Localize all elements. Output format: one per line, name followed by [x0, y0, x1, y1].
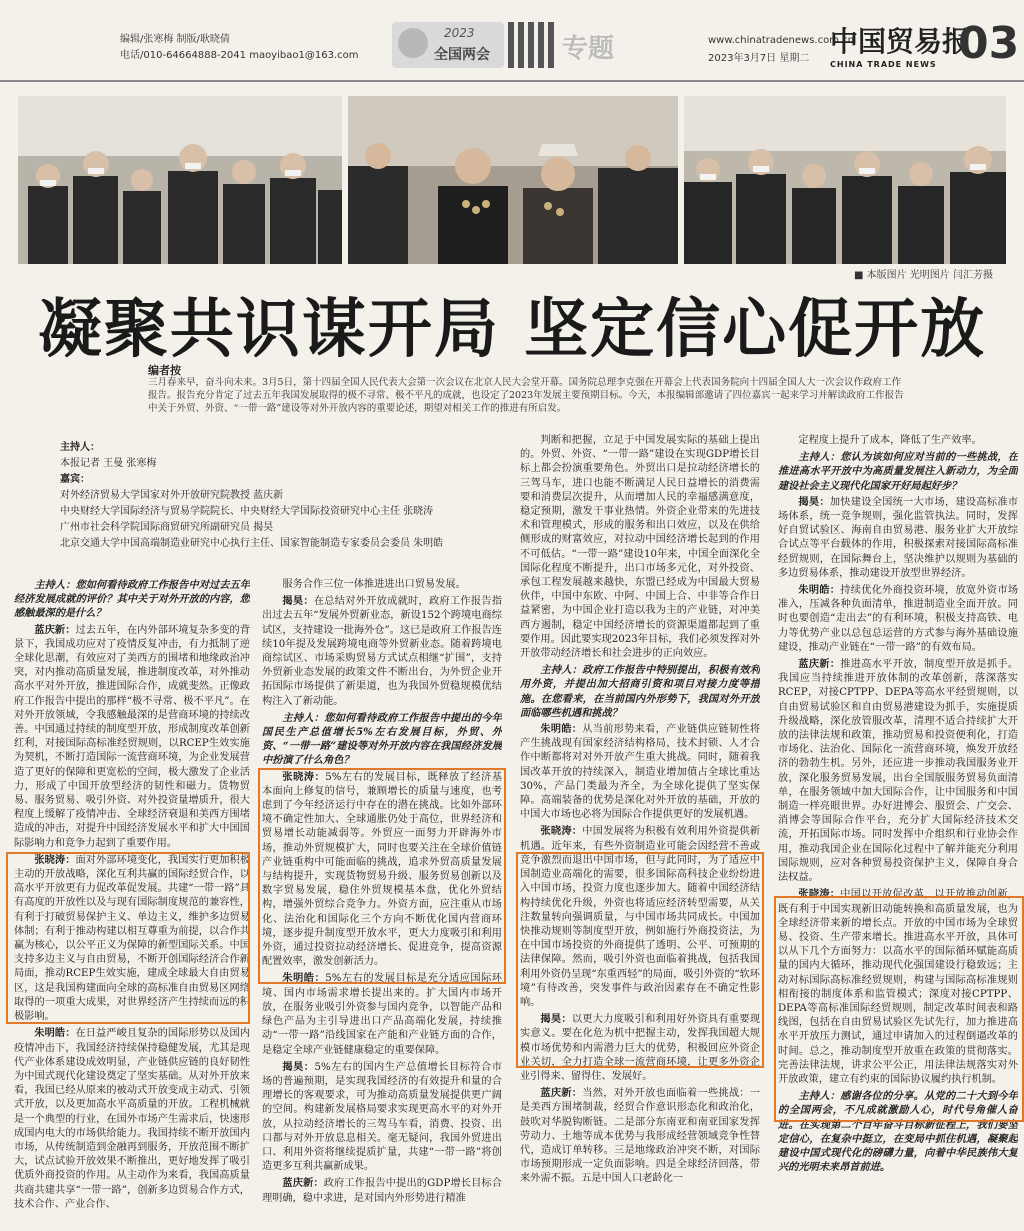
- answer-text: 当然，对外开放也面临着一些挑战：一是美西方围堵制裁，经贸合作意识形态化和政治化，鼓吹对华脱钩断链。二是部分东南亚和南亚国家发挥劳动力、土地等成本优势与我形成经营领域竞争性替代，造成订单转移。三是地缘政治冲突不断，对国际市场预期形成一定负面影响。四是全球经济回落，带来外需不振。五是中国人口老龄化一: [520, 1088, 760, 1185]
- answer-text: 5%左右的国内生产总值增长目标符合市场的普遍预期，是实现我国经济的有效提升和量的合理增长的客观要求，可为推动高质量发展提供更广阔的空间。构建新发展格局要求实现更高水平的对外开放，从拉动经济增长的三驾马车看，消费、投资、出口都与对外开放息息相关。毫无疑问，我国外贸进出口、利用外资将继续提质扩量，共建“一带一路”将创造更多互利共赢新成果。: [262, 1061, 502, 1173]
- guest-3: 广州市社会科学院国际商贸研究所副研究员 揭昊: [60, 522, 274, 533]
- photo-credit: ■ 本版图片 光明图片 闫汇芳摄: [854, 270, 993, 281]
- editor-note-text: 三月春来早，奋斗向未来。3月5日，第十四届全国人民代表大会第一次会议在北京人民大会堂开幕。国务院总理李克强在开幕会上代表国务院向十四届全国人大一次会议作政府工作报告。报告充分肯定了过去五年我国发展取得的极不寻常、极不平凡的成就，也设定了2023年发展主要预期目标。今天，本报编辑部邀请了四位嘉宾一起来学习并解读政府工作报告中关于外贸、外资、“一带一路”建设等对外开放内容的重要论述，期望对相关工作的推进有所启发。: [148, 377, 904, 414]
- guest-answer: [520, 722, 760, 822]
- article-column-1: [14, 578, 250, 1228]
- answer-text: 面对外部环境变化，我国实行更加积极主动的开放战略，深化互利共赢的国际经贸合作，以高水平开放更有力促改革促发展。共建“一带一路”具有高度的开放性以及与现有国际制度规范的兼容性，有利于打破贸易保护主义、单边主义，维护多边贸易体制；有利于推动构建以相互尊重为前提，以合作共赢为核心，以公平正义为保障的新型国际关系。中国支持多边主义与自由贸易，不断开创国际经济合作新局面，推动RCEP生效实施，建成全球最大自由贸易区，这是我国构建面向全球的高标准自由贸易区网络取得的一项重大成果，对世界经济产生持续而远的积极影响。: [14, 854, 250, 1023]
- speaker-name: 蓝庆新：: [282, 1177, 324, 1190]
- host-names: 本报记者 王曼 张寒梅: [60, 458, 157, 469]
- guest-answer: [520, 1086, 760, 1186]
- guest-answer: [262, 1060, 502, 1175]
- guest-answer: [520, 824, 760, 1010]
- photo-delegates-left: [18, 96, 342, 264]
- host-question: 主持人：感谢各位的分享。从党的二十大到今年的全国两会，不凡成就激励人心，时代号角催人奋进。在实现第二个百年奋斗目标新征程上，我们要坚定信心，在复杂中挺立，在变局中抓住机遇，凝聚起建设中国式现代化的磅礴力量，向着中华民族伟大复兴的光明未来昂首前进。: [778, 1090, 1018, 1174]
- answer-text: 定程度上提升了成本，降低了生产效率。: [798, 435, 982, 446]
- guest-1: 对外经济贸易大学国家对外开放研究院教授 蓝庆新: [60, 490, 284, 501]
- speaker-name: 朱明皓：: [282, 972, 326, 985]
- national-emblem-icon: [398, 28, 428, 58]
- speaker-name: 蓝庆新：: [540, 1087, 583, 1100]
- speaker-name: 张晓涛：: [798, 888, 841, 901]
- article-column-4: [778, 434, 1018, 1228]
- answer-text: 中国发展将为积极有效利用外资提供新机遇。近年来，有些外资制造业可能会因经营不善或竞争激烈而退出中国市场，但与此同时，为了适应中国制造业高端化的需要，很多国际高科技企业纷纷进入中国市场，投资力度也逐步加大。随着中国经济结构持续优化升级，外资也将适应经济转型需要，从关注数量转向强调质量，与中国市场共同成长。中国加快推动规则等制度型开放，例如施行外商投资法，为在中国市场投资的外商提供了透明、公平、可预期的法律保障。然而，吸引外资也面临着挑战，包括我国利用外资仍呈现“东重西轻”的局面，吸引外资的“软环境”有待改善，突发事件与政治因素存在不确定性影响。: [520, 826, 760, 1008]
- speaker-name: 揭昊：: [798, 495, 830, 508]
- contact-line: 电话/010-64664888-2041 maoyibao1@163.com: [120, 50, 359, 61]
- newspaper-brand: [830, 20, 970, 69]
- guest-answer: [778, 583, 1018, 655]
- decorative-bars: [508, 22, 556, 68]
- answer-text: 中国以开放促改革，以开放推动创新，既有利于中国实现新旧动能转换和高质量发展，也为全球经济带来新的增长点。开放的中国市场为全球贸易、投资、生产带来增长。推进高水平开放，具体可以从下几个方面努力：以高水平的国际循环赋能高质量的国内大循环，推动现代化强国建设行稳致远；主动对标国际高标准经贸规则，构建与国际高标准规则相衔接的制度体系和监管模式；深度对接CPTPP、DEPA等高标准国际经贸规则，制定改革时间表和路线图，包括在自由贸易试验区先试先行，加力推进高水平开放压力测试，通过申请加入的过程倒逼改革的时间。总之，推动制度型开放重在政策的贯彻落实。完善法律法规，讲求公平公正，用法律法规落实对外开放政策，建立有约束的国际协议履约执行机制。: [778, 889, 1018, 1085]
- guest-answer: [14, 1026, 250, 1212]
- answer-text: 从当前形势来看，产业链供应链韧性将产生挑战现有国家经济结构格局，技术封锁、人才合作中断都将对对外开放产生重大挑战。同时，随着我国改革开放的持续深入，制造业增加值占全球比重达30%，产品门类最为齐全，为全球化提供了坚实保障。高端装备的优势是深化对外开放的基础，开放的中国大市场也必将为国际合作提供更好的发展机遇。: [520, 724, 760, 821]
- answer-text: 服务合作三位一体推进进出口贸易发展。: [282, 579, 466, 590]
- photo-delegates-center: [348, 96, 678, 264]
- guest-answer: [262, 594, 502, 709]
- section-title: 专题: [562, 34, 615, 64]
- editor-note-label: 编者按: [148, 364, 181, 377]
- guest-2: 中央财经大学国际经济与贸易学院院长、中央财经大学国际投资研究中心主任 张晓涛: [60, 506, 434, 517]
- guest-answer: [14, 853, 250, 1024]
- hosts-guests: [60, 440, 510, 552]
- host-question: 主持人：政府工作报告中特别提出，积极有效利用外资，并提出加大招商引资和项目对接力度等措施。在您看来，在当前国内外形势下，我国对外开放面临哪些机遇和挑战？: [520, 664, 760, 719]
- two-sessions-logo: [392, 22, 504, 68]
- answer-text: 加快建设全国统一大市场，建设高标准市场体系，统一竞争规则，强化监管执法。同时，发挥好自贸试验区、海南自由贸易港、服务业扩大开放综合试点等平台载体的作用，积极探索对接国际高标准经贸规则，在国际舞台上，坚决维护以规则为基础的多边贸易体系，推动建设开放型世界经济。: [778, 496, 1018, 579]
- speaker-name: 张晓涛：: [34, 853, 76, 866]
- website-url: www.chinatradenews.com.cn: [708, 35, 854, 46]
- host-label: 主持人：: [60, 442, 100, 453]
- speaker-name: 朱明皓：: [540, 723, 583, 736]
- answer-text: 5%左右的发展目标，既释放了经济基本面向上修复的信号，兼顾增长的质量与速度，也考虑到了今年经济运行中存在的潜在挑战。比如外部环境不确定性加大、全球通胀仍处于高位，世界经济和贸易增长动能减弱等。外贸应一面努力开辟海外市场，推动外贸规模扩大，同时也要关注在全球价值链产业链重构中可能面临的挑战，追求外贸高质量发展与结构提升，实现货物贸易升级、服务贸易创新以及数字贸易发展，稳住外贸规模基本盘，优化外贸结构，增强外贸综合竞争力。外资方面，应注重从市场化、法治化和国际化三个方向不断优化国内营商环境，逐步提升制度型开放水平，更大力度吸引和利用外资，通过投资拉动经济增长、促进竞争，提高资源配置效率，激发创新活力。: [262, 771, 502, 968]
- guest-answer: [778, 657, 1018, 885]
- answer-text: 在日益严峻且复杂的国际形势以及国内疫情冲击下，我国经济持续保持稳健发展，尤其是现代产业体系建设成效明显，产业链供应链的良好韧性为中国式现代化建设奠定了坚实基础。从对外开放来看，我国已经从原来的被动式开放变成主动式、引领式开放，以及更加高水平高质量的开放。工程机械就是一个典型的行业，在国外市场产生需求后，快速形成国内电大的市场供给能力。我国持续不断开放国内市场，从传统制造到金融再到服务，开放范围不断扩大，试点试验开放效果不断推出，更好地发挥了吸引优质外商投资的作用。从主动作为来看，我国高质量共商共建共享“一带一路”，创新多边贸易合作方式，技术合作、产业合作、: [14, 1028, 250, 1210]
- answer-text: 推进高水平开放，制度型开放是抓手。我国应当持续推进开放体制的改革创新，落深落实RCEP，对接CPTPP、DEPA等高水平经贸规则，以自由贸易试验区和自由贸易港建设为抓手，实施提质升级战略，深化放管服改革，清理不适合持续扩大开放的法律法规和政策，推动贸易和投资便利化，打造市场化、法治化、国际化一流营商环境，焕发开放经济的勃勃生机。另外，还应进一步推动我国服务业开放，深化服务贸易发展，出台全国版服务贸易负面清单，在服务领域中加大国际合作，让中国服务和中国制造一样亮眼世界。办好进博会、服贸会、广交会、消博会等国际合作平台，充分扩大国际经济技术交流，开拓国际市场。同时发挥中介组织和行业协会作用，推动我国企业在国际化过程中了解并能充分利用国际规则，应对各种贸易投资保护主义，保障自身合法权益。: [778, 659, 1018, 884]
- answer-text: 判断和把握，立足于中国发展实际的基础上提出的。外贸、外资、“一带一路”建设在实现GDP增长目标上都会扮演重要角色。外贸出口是拉动经济增长的三驾马车，进口也能不断满足人民日益增长的消费需要和消费层次提升，从而增加人民的幸福感满意度，稳定预期，激发干事业热情。外资企业带来的先进技术和管理模式，形成的服务和出口效应，以及在供给侧形成的财富效应，对拉动中国经济增长起到的作用不可低估。“一带一路”建设10年来，中国全面深化全国际化程度不断提升，出口市场多元化，对外投资、承包工程发展越来越快，东盟已经成为中国最大贸易伙伴，中国中东欧、中阿、中国上合、中非等合作日益紧密，为中国企业打造以我为主的产业链，对冲美西方遏制，稳定中国经济增长的资源渠道都起到了重要作用。因此要实现2023年目标，我们必须发挥对外开放带动经济增长和社会进步的正向效应。: [520, 435, 760, 660]
- speaker-name: 朱明皓：: [798, 584, 841, 597]
- host-question: 主持人：您认为该如何应对当前的一些挑战，在推进高水平开放中为高质量发展注入新动力，为全面建设社会主义现代化国家开好局起好步？: [778, 451, 1018, 492]
- editor-note: [120, 362, 910, 428]
- guest-label: 嘉宾：: [60, 474, 90, 485]
- logo-year: 2023: [444, 26, 475, 40]
- header-rule: [0, 80, 1024, 82]
- issue-date: 2023年3月7日 星期二: [708, 53, 810, 64]
- article-column-2: [262, 578, 502, 1228]
- speaker-name: 揭昊：: [540, 1013, 572, 1026]
- guest-4: 北京交通大学中国高端制造业研究中心执行主任、国家智能制造专家委员会委员 朱明皓: [60, 538, 444, 549]
- editors-line: 编辑/张寒梅 制版/耿晓倩: [120, 34, 230, 45]
- answer-text: 5%左右的发展目标是充分适应国际环境、国内市场需求增长提出来的。扩大国内市场开放，在服务业吸引外资参与国内竞争，以智能产品和绿色产品为主引导进出口产品高端化发展，持续推动“一带一路”沿线国家在产能和产业链方面的合作，是稳定全球产业链健康稳定的重要保障。: [262, 973, 502, 1056]
- photo-delegates-right: [684, 96, 1006, 264]
- main-headline: 凝聚共识谋开局 坚定信心促开放: [37, 293, 987, 367]
- speaker-name: 张晓涛：: [540, 825, 583, 838]
- guest-answer: [778, 887, 1018, 1087]
- guest-answer: [520, 1012, 760, 1084]
- answer-text: 政府工作报告中提出的GDP增长目标合理明确，稳中求进，是对国内外形势进行精准: [262, 1178, 502, 1204]
- page-number: 03: [958, 18, 1020, 69]
- guest-answer: [262, 578, 502, 592]
- guest-answer: [520, 434, 760, 661]
- answer-text: 以更大力度吸引和利用好外资具有重要现实意义。要在化危为机中把握主动，发挥我国超大规模市场优势和内需潜力巨大的优势，积极回应外资企业关切，全力打造全球一流营商环境，让更多外资企业引得来、留得住、发展好。: [520, 1014, 760, 1082]
- guest-answer: [262, 1176, 502, 1205]
- answer-text: 在总结对外开放成就时，政府工作报告指出过去五年“发展外贸新业态，新设152个跨境电商综试区，支持建设一批海外仓”。这已是政府工作报告连续10年提及发展跨境电商等外贸新业态。随着跨境电商综试区、市场采购贸易方式试点相继“扩围”，支持外贸新业态发展的政策文件不断出台，为外贸企业开拓国际市场提供了新渠道，也为我国外贸稳规模优结构注入了新动能。: [262, 596, 502, 707]
- guest-answer: [262, 971, 502, 1057]
- host-question: 主持人：您如何看待政府工作报告中对过去五年经济发展成就的评价？其中关于对外开放的内容，您感触最深的是什么？: [14, 579, 250, 620]
- guest-answer: [778, 495, 1018, 581]
- guest-answer: [14, 623, 250, 851]
- masthead-info: [120, 32, 358, 64]
- brand-name: 中国贸易报: [830, 25, 971, 58]
- speaker-name: 蓝庆新：: [34, 623, 76, 636]
- speaker-name: 蓝庆新：: [798, 658, 841, 671]
- page-header: [0, 0, 1024, 82]
- host-question: 主持人：您如何看待政府工作报告中提出的今年国民生产总值增长5%左右发展目标，外贸、外资、“一带一路”建设等对外开放内容在我国经济发展中扮演了什么角色？: [262, 711, 502, 767]
- speaker-name: 朱明皓：: [34, 1027, 76, 1040]
- logo-event: 全国两会: [434, 47, 490, 63]
- article-column-3: [520, 434, 760, 1228]
- answer-text: 过去五年，在内外部环境复杂多变的背景下，我国成功应对了疫情反复冲击，有力抵制了逆全球化思潮，有效应对了美西方的围堵和地缘政治冲突，对内推动高质量发展，推进制度改革，对外推动高水平对外开放，推进国际合作，成就斐然。正像政府工作报告中提出的那样“极不寻常、极不平凡”。在对外开放领域，令我感触最深的是营商环境的持续改善。中国通过持续的制度型开放，形成制度改革创新红利，对接国际高标准经贸规则，以RCEP生效实施为契机，不断打造国际一流营商环境，为企业发展营造了更好的保障和更宽松的空间，极大激发了企业活力，形成了中国开放型经济的韧性和磁力。货物贸易、服务贸易、吸引外资、对外投资量增质升，很大程度上缓解了疫情冲击、全球经济衰退和美西方围堵造成的冲击，对提升中国经济发展水平和扩大中国国际影响力和竞争力起到了重要作用。: [14, 624, 250, 849]
- speaker-name: 揭昊：: [282, 595, 314, 608]
- brand-english: CHINA TRADE NEWS: [830, 60, 937, 69]
- guest-answer: [778, 434, 1018, 448]
- speaker-name: 揭昊：: [282, 1060, 315, 1073]
- speaker-name: 张晓涛：: [282, 770, 326, 783]
- guest-answer: [262, 770, 502, 970]
- answer-text: 持续优化外商投资环境，放宽外资市场准入，压减各种负面清单，推进制造业全面开放。同时也要创造“走出去”的有利环境，积极支持高铁、电力等优势产业以总包总运营的方式参与海外基础设施建设，推动产业链在“一带一路”的有效布局。: [778, 585, 1018, 653]
